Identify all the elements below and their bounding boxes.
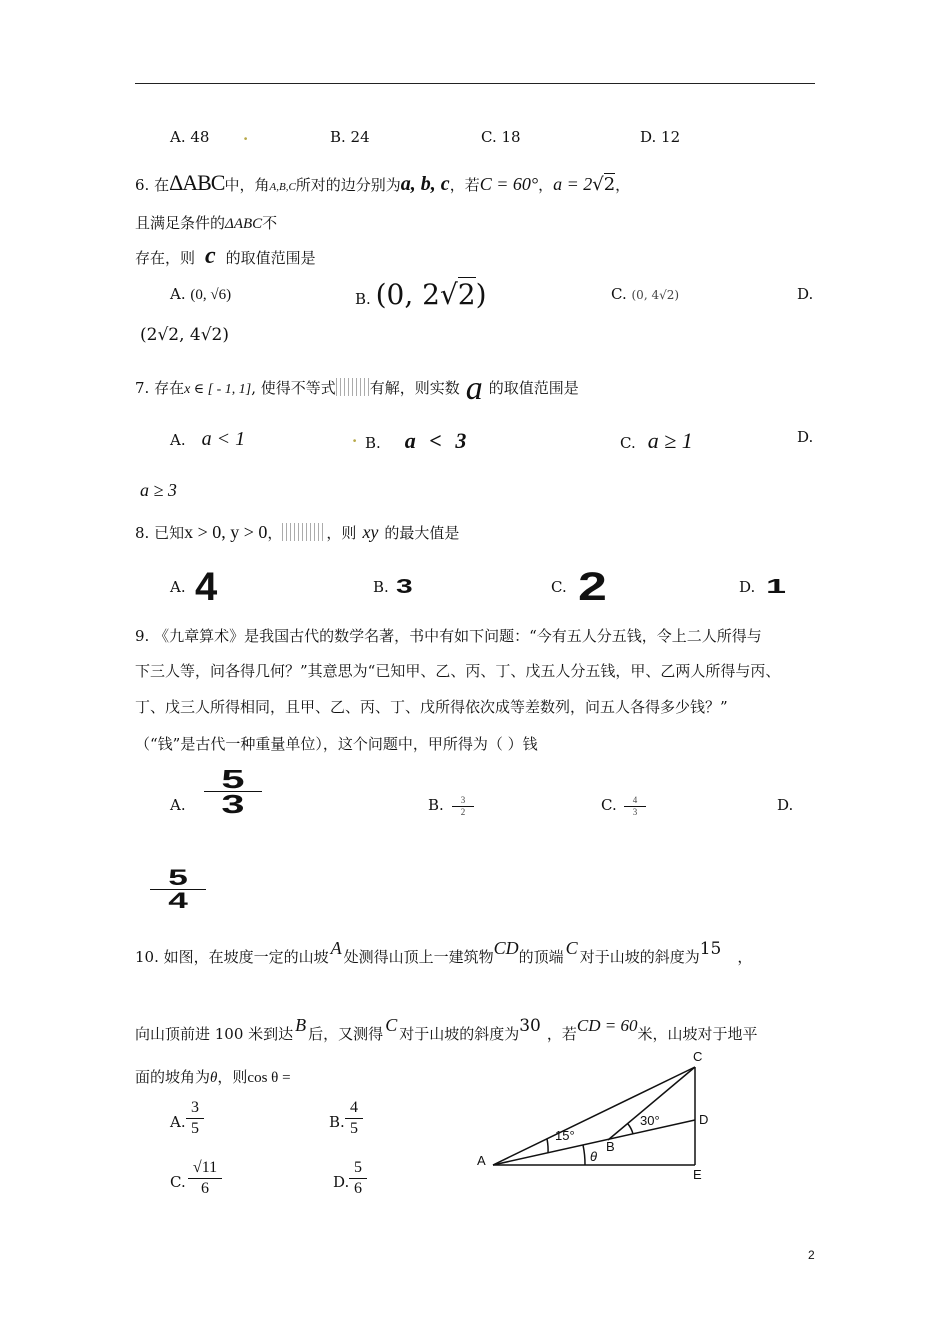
q6-triangle-small: ΔABC <box>225 216 263 232</box>
denominator: 5 <box>191 1120 199 1137</box>
q6-angles: A,B,C <box>269 181 296 193</box>
q8-text: 的最大值是 <box>384 524 460 542</box>
q8-option-d-value: 1 <box>766 576 787 598</box>
q6-line2 <box>135 212 277 233</box>
fraction-bar <box>188 1178 222 1179</box>
option-value: (0, 2 <box>375 278 440 311</box>
q10-text: 对于山坡的斜度为 <box>579 948 700 966</box>
numerator: 4 <box>350 1099 358 1116</box>
option-label: B. <box>365 434 381 452</box>
q10-text: 对于山坡的斜度为 <box>399 1025 520 1043</box>
q8-text: ， <box>267 524 283 542</box>
option-radicand: 2 <box>457 278 476 311</box>
numerator: 3 <box>460 795 466 805</box>
label-e: E <box>693 1167 702 1182</box>
option-label: A. <box>170 285 186 303</box>
q5-option-d: D. 12 <box>640 128 681 146</box>
q8-option-a-value: 4 <box>195 565 218 609</box>
numerator: 5 <box>221 764 245 794</box>
q10-option-c: C. <box>170 1173 186 1191</box>
q10-angle-30: 30 <box>519 1016 541 1036</box>
q10-cd-equation: CD = 60 <box>576 1016 638 1035</box>
dot-mark: . <box>352 428 358 446</box>
q10-text: ， <box>737 948 753 966</box>
q7-text: 的取值范围是 <box>488 379 579 397</box>
q6-sides: a, b, c <box>400 173 450 195</box>
q10-option-d-fraction <box>349 1159 367 1198</box>
q9-option-b-fraction <box>452 796 474 817</box>
sqrt-sign: √ <box>592 174 604 195</box>
q6-line1 <box>135 170 630 196</box>
q9-option-c-fraction <box>624 796 646 817</box>
q9-option-b: B. <box>428 796 444 814</box>
q6-text: 且满足条件的 <box>135 214 226 232</box>
option-value: ) <box>475 278 487 311</box>
label-d: D <box>699 1112 709 1127</box>
fraction-bar <box>186 1118 204 1119</box>
option-label: B. <box>373 578 389 596</box>
denominator: 6 <box>354 1180 362 1197</box>
q6-option-a <box>170 285 231 304</box>
q10-cos-expression: cos θ = <box>247 1070 291 1086</box>
q6-text: 的取值范围是 <box>225 249 316 267</box>
label-angle-30: 30° <box>640 1113 660 1128</box>
label-b: B <box>606 1139 615 1154</box>
q6-option-b <box>355 278 487 311</box>
q10-point-c: C <box>385 1015 398 1035</box>
q9-option-a: A. <box>170 796 186 814</box>
q8-option-c-value: 2 <box>578 565 607 609</box>
q9-option-a-fraction <box>204 764 262 819</box>
q8-text: ，则 <box>326 524 357 542</box>
q9-option-c: C. <box>601 796 617 814</box>
q7-line1 <box>135 370 579 408</box>
q10-line1 <box>135 938 752 967</box>
q9-option-d: D. <box>777 796 794 814</box>
q10-theta: θ <box>210 1070 218 1086</box>
q10-line3 <box>135 1066 291 1087</box>
dot-mark: . <box>243 126 249 144</box>
q7-option-c <box>620 428 693 454</box>
fraction-bar <box>349 1178 367 1179</box>
q6-text: 存在，则 <box>135 249 196 267</box>
q6-text: ，若 <box>449 176 480 194</box>
denominator: 3 <box>632 807 638 817</box>
q10-point-c: C <box>565 938 578 958</box>
q6-option-c <box>611 285 679 303</box>
q10-text: ，则 <box>217 1068 248 1086</box>
q7-option-b <box>365 428 470 454</box>
q6-triangle: ΔABC <box>169 170 225 195</box>
q10-text: ，若 <box>546 1025 577 1043</box>
q6-line3 <box>135 243 316 270</box>
q10-line2 <box>135 1015 757 1044</box>
q10-text: 10. 如图，在坡度一定的山坡 <box>135 948 329 966</box>
q8-var-xy: xy <box>362 522 379 542</box>
q10-angle-15: 15 <box>699 939 722 959</box>
q10-building-cd: CD <box>493 938 519 958</box>
q9-line4: （“钱”是古代一种重量单位），这个问题中，甲所得为（ ）钱 <box>135 735 538 753</box>
q8-option-c <box>551 578 567 596</box>
option-label: C. <box>620 434 636 452</box>
q6-condition-c: C = 60° <box>479 174 539 194</box>
q6-text: ， <box>615 176 631 194</box>
sqrt-sign: √ <box>439 278 458 311</box>
option-value: a < 3 <box>404 428 471 453</box>
label-a: A <box>477 1153 486 1168</box>
q8-option-a <box>170 578 186 596</box>
denominator: 3 <box>221 789 245 819</box>
q7-var-a: a <box>465 370 483 407</box>
option-label: D. <box>739 578 756 596</box>
angle-arc-15 <box>547 1139 548 1153</box>
denominator: 5 <box>350 1120 358 1137</box>
q6-text: 中，角 <box>224 176 270 194</box>
q5-option-b: B. 24 <box>330 128 370 146</box>
q7-text: 有解，则实数 <box>369 379 460 397</box>
option-label: C. <box>551 578 567 596</box>
denominator: 4 <box>168 888 188 913</box>
denominator: 6 <box>201 1180 209 1197</box>
q7-text: , 使得不等式 <box>251 379 336 397</box>
q10-option-b: B. <box>329 1113 345 1131</box>
angle-arc-theta <box>583 1145 585 1165</box>
q10-text: 米，山坡对于地平 <box>637 1025 758 1043</box>
q8-line1 <box>135 522 459 543</box>
q6-text: 所对的边分别为 <box>295 176 401 194</box>
header-rule <box>135 83 815 84</box>
q10-point-b: B <box>295 1015 307 1035</box>
option-value: a < 1 <box>201 428 246 450</box>
q7-option-d-value: a ≥ 3 <box>140 480 177 500</box>
q10-text: 后，又测得 <box>308 1025 384 1043</box>
numerator: √11 <box>192 1159 218 1176</box>
label-c: C <box>693 1049 703 1064</box>
q10-text: 面的坡角为 <box>135 1068 211 1086</box>
q10-text: 处测得山顶上一建筑物 <box>343 948 494 966</box>
q6-separator: ， <box>538 176 554 194</box>
q8-text: 8. 已知 <box>135 524 185 542</box>
q10-point-a: A <box>330 938 342 958</box>
q6-var-c: c <box>205 243 216 269</box>
q6-option-d-value: (2√2, 4√2) <box>140 325 230 345</box>
garbled-inequality-image <box>336 378 370 396</box>
q5-option-c: C. 18 <box>481 128 521 146</box>
q10-option-b-fraction <box>345 1099 363 1138</box>
page-number: 2 <box>808 1248 815 1262</box>
label-theta: θ <box>590 1149 598 1164</box>
q7-text: 7. 存在 <box>135 379 185 397</box>
option-value: (0, √6) <box>190 287 232 303</box>
q9-line1: 9. 《九章算术》是我国古代的数学名著，书中有如下问题：“今有五人分五钱，令上二人所得与 <box>135 627 762 645</box>
option-label: C. <box>611 285 627 303</box>
q9-line2: 下三人等，问各得几何？”其意思为“已知甲、乙、丙、丁、戊五人分五钱，甲、乙两人所得与丙、 <box>135 662 781 680</box>
q10-option-d: D. <box>333 1173 350 1191</box>
q10-option-a: A. <box>170 1113 186 1131</box>
q10-option-a-fraction <box>186 1099 204 1138</box>
numerator: 3 <box>191 1099 199 1116</box>
q8-option-b <box>373 578 389 596</box>
numerator: 4 <box>632 795 638 805</box>
q6-option-d: D. <box>797 285 814 303</box>
option-label: A. <box>170 578 186 596</box>
q7-domain: x ∈ [ - 1, 1] <box>184 382 252 397</box>
q8-option-b-value: 3 <box>396 576 413 598</box>
denominator: 2 <box>460 807 466 817</box>
q10-option-c-fraction <box>188 1159 222 1198</box>
garbled-equation-image <box>282 523 326 541</box>
q7-option-a <box>170 428 245 451</box>
fraction-bar <box>345 1118 363 1119</box>
q5-option-a: A. 48 <box>170 128 210 146</box>
option-value: (0, 4√2) <box>631 288 680 302</box>
option-value: a ≥ 1 <box>647 428 693 453</box>
q9-option-d-fraction <box>150 865 206 913</box>
slope-figure <box>460 1045 720 1185</box>
numerator: 5 <box>168 865 188 890</box>
q10-text: 向山顶前进 100 米到达 <box>135 1025 294 1043</box>
q8-condition: x > 0, y > 0 <box>184 522 268 542</box>
q9-line3: 丁、戊三人所得相同，且甲、乙、丙、丁、戊所得依次成等差数列，问五人各得多少钱？” <box>135 698 728 716</box>
q6-intro: 6. 在 <box>135 176 170 194</box>
numerator: 5 <box>354 1159 362 1176</box>
q10-text: 的顶端 <box>518 948 564 966</box>
q6-condition-a: a = 2 <box>553 174 593 194</box>
q8-option-d <box>739 578 755 596</box>
angle-arc-30 <box>628 1124 633 1134</box>
label-angle-15: 15° <box>555 1128 575 1143</box>
q7-option-d: D. <box>797 428 814 446</box>
option-label: A. <box>170 431 186 449</box>
q6-radicand: 2 <box>603 174 616 195</box>
option-label: B. <box>355 290 371 308</box>
q6-text: 不 <box>262 214 278 232</box>
